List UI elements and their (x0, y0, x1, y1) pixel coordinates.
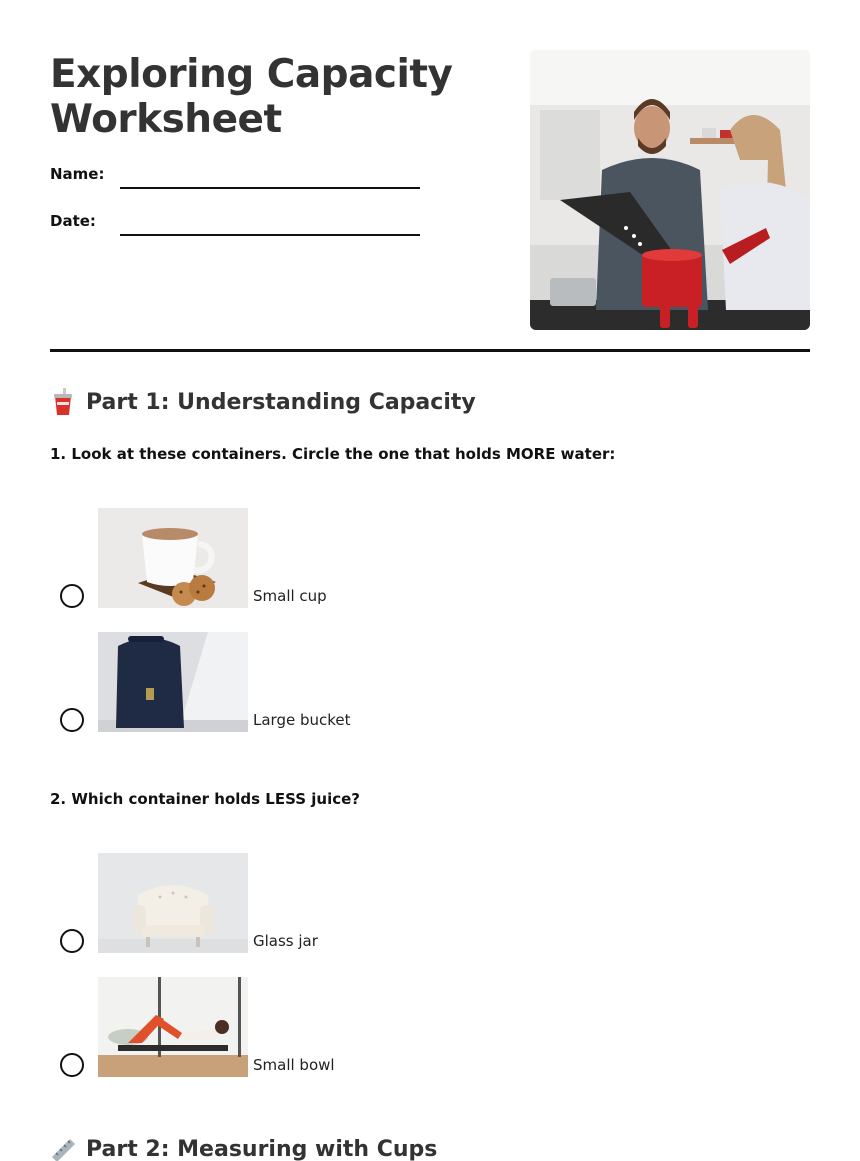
name-field[interactable] (120, 187, 420, 189)
worksheet-title (50, 52, 510, 142)
q1-option-small-cup[interactable] (60, 508, 460, 608)
q1-radio-small-cup[interactable] (60, 584, 84, 608)
name-label: Name: (50, 165, 105, 183)
exercise-image (98, 977, 248, 1077)
question-1: 1. Look at these containers. Circle the one that holds MORE water: (50, 445, 616, 463)
q2-option-small-bowl[interactable] (60, 977, 460, 1077)
q1-radio-large-bucket[interactable] (60, 708, 84, 732)
date-label: Date: (50, 212, 96, 230)
cup-with-straw-icon (50, 388, 76, 416)
title-line-1: Exploring Capacity (50, 52, 453, 97)
coffee-cup-image (98, 508, 248, 608)
cooking-photo (530, 50, 810, 330)
part1-heading (50, 388, 476, 416)
q1-option-label-large-bucket: Large bucket (253, 711, 351, 729)
q1-option-large-bucket[interactable] (60, 632, 460, 732)
q2-radio-small-bowl[interactable] (60, 1053, 84, 1077)
armchair-image (98, 853, 248, 953)
part1-title: Part 1: Understanding Capacity (86, 389, 476, 415)
q1-option-label-small-cup: Small cup (253, 587, 327, 605)
q2-option-label-glass-jar: Glass jar (253, 932, 318, 950)
date-field[interactable] (120, 234, 420, 236)
header-divider (50, 349, 810, 352)
q2-option-glass-jar[interactable] (60, 853, 460, 953)
q2-radio-glass-jar[interactable] (60, 929, 84, 953)
title-line-2: Worksheet (50, 97, 282, 142)
part2-heading (50, 1135, 437, 1161)
question-2: 2. Which container holds LESS juice? (50, 790, 360, 808)
part2-title: Part 2: Measuring with Cups (86, 1136, 438, 1161)
q2-option-label-small-bowl: Small bowl (253, 1056, 335, 1074)
cooking-photo-illustration (530, 50, 810, 330)
worksheet-header (50, 50, 810, 330)
backpack-image (98, 632, 248, 732)
ruler-icon (50, 1135, 76, 1161)
